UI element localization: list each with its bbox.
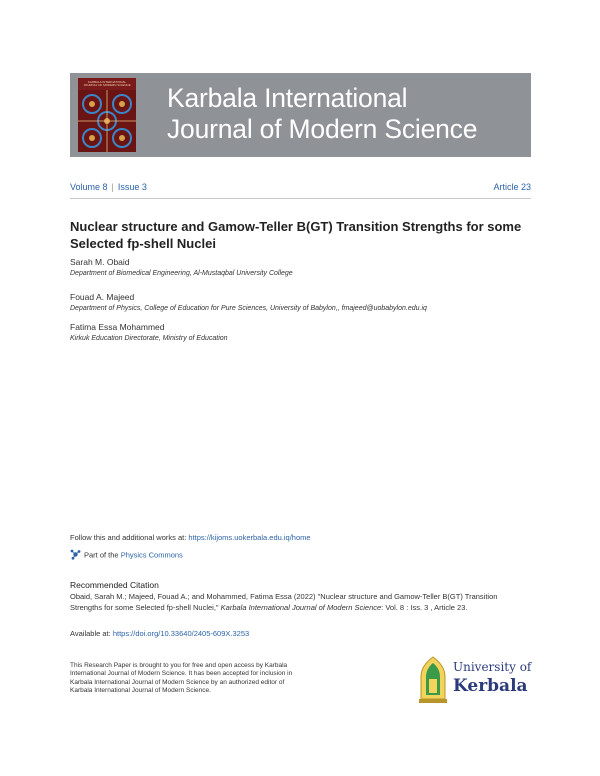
university-logo [415, 655, 535, 710]
university-line2: Kerbala [453, 676, 528, 696]
issue-link[interactable]: Issue 3 [117, 182, 147, 192]
follow-text: Follow this and additional works at: [70, 533, 189, 542]
author-name-1: Sarah M. Obaid [70, 257, 130, 267]
issue-info [70, 182, 531, 192]
cover-title: KARBALA INTERNATIONAL JOURNAL OF MODERN SCIENCE [83, 80, 131, 88]
university-line1: University of [453, 660, 532, 674]
university-emblem-icon [415, 655, 451, 707]
follow-link[interactable]: https://kijoms.uokerbala.edu.iq/home [188, 533, 311, 542]
author-affiliation-1: Department of Biomedical Engineering, Al-Mustaqbal University College [70, 270, 293, 277]
volume-link[interactable]: Volume 8 [70, 182, 108, 192]
footer-notice: This Research Paper is brought to you for free and open access by Karbala International Journal of Modern Science. It has been accepted for inclusion in Karbala International Journal of Modern Science by an authorized editor of Karbala International Journal of Modern Science. [70, 662, 293, 694]
part-of-line [70, 549, 183, 562]
journal-banner [70, 73, 531, 157]
author-affiliation-2: Department of Physics, College of Education for Pure Sciences, University of Babylon,, fmajeed@uobabylon.edu.iq [70, 305, 427, 312]
commons-network-icon [70, 549, 81, 562]
citation-authors: Obaid, Sarah M.; Majeed, Fouad A.; and Mohammed, Fatima Essa (2022) "Nuclear structure and Gamow-Teller B(GT) Transition Strengths for some Selected fp-shell Nuclei," [70, 592, 498, 612]
citation-volume: : Vol. 8 : Iss. 3 , Article 23. [381, 603, 468, 612]
author-name-2: Fouad A. Majeed [70, 292, 135, 302]
divider [70, 198, 531, 199]
cover-pattern-graphic [78, 90, 136, 152]
physics-commons-link[interactable]: Physics Commons [120, 550, 183, 560]
author-name-3: Fatima Essa Mohammed [70, 322, 165, 332]
follow-line [70, 533, 311, 542]
journal-title-line2: Journal of Modern Science [167, 114, 478, 144]
citation-heading: Recommended Citation [70, 580, 159, 590]
available-label: Available at: [70, 629, 113, 638]
citation-text [70, 591, 531, 613]
part-of-prefix: Part of the [84, 550, 121, 560]
doi-link[interactable]: https://doi.org/10.33640/2405-609X.3253 [112, 629, 250, 638]
author-affiliation-3: Kirkuk Education Directorate, Ministry of Education [70, 335, 228, 342]
journal-title [167, 83, 477, 145]
separator: | [111, 182, 114, 192]
available-at-line [70, 629, 249, 638]
article-link[interactable]: Article 23 [493, 182, 531, 192]
journal-title-line1: Karbala International [167, 83, 408, 113]
article-title: Nuclear structure and Gamow-Teller B(GT) Transition Strengths for some Selected fp-shell Nuclei [70, 219, 522, 251]
citation-journal: Karbala International Journal of Modern Science [220, 603, 382, 612]
journal-cover-image [78, 78, 136, 152]
